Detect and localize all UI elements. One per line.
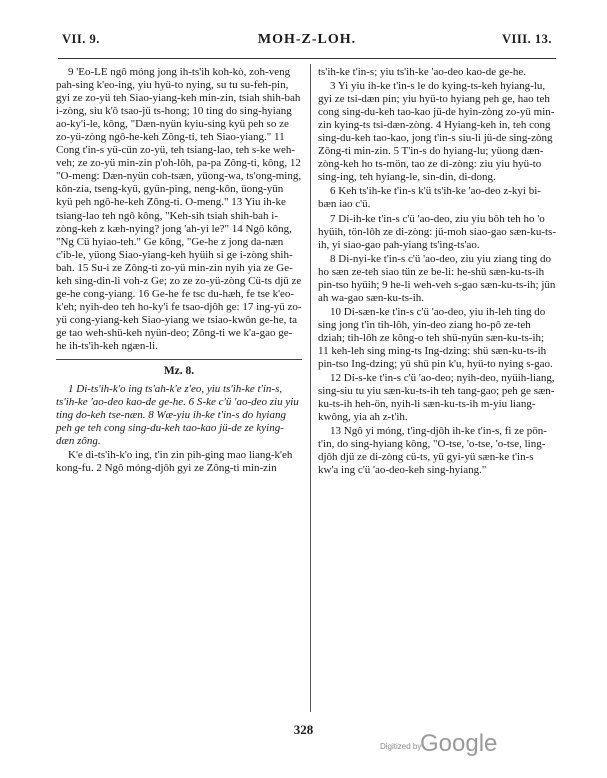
verse-paragraph: 12 Di-s-ke t'in-s c'ü 'ao-deo; nyih-deo, nyüih-liang, sing-siu tu yiu sæn-ku-ts-ih teh tang-gao; peh ge sæn-ku-ts-ih heh-ön, nyih-li sæn-ku-ts-ih m-yiu liang-kwông, yia ah z-t'ih. bbox=[318, 372, 555, 424]
column-divider bbox=[310, 64, 311, 712]
header-right-reference: VIII. 13. bbox=[502, 32, 552, 46]
page-header bbox=[62, 32, 552, 50]
chapter-summary: 1 Di-ts'ih-k'o ing ts'ah-k'e z'eo, yiu ts'ih-ke t'in-s, ts'ih-ke 'ao-deo kao-de ge-he. 6 S-ke c'ü 'ao-deo ziu yiu ting do-keh tse-næn. 8 Wæ-yiu ih-ke t'in-s do hyiang peh ge teh cong sing-du-keh tao-kao jü-de ze kying-dæn zông. bbox=[56, 383, 299, 448]
verse-paragraph: 3 Yi yiu ih-ke t'in-s le do kying-ts-keh hyiang-lu, gyi ze tsi-dæn pin; yiu hyü-to hyiang peh ge, hao teh cong sing-du-keh tao-kao jü-de hyin-zòng zo-yü min-zin kying-ts tsi-dæn-zòng. 4 Hyiang-keh in, teh cong sing-du-keh tao-kao, jong t'in-s siu-li jü-de sing-zòng Zông-ti min-zin. 5 T'in-s do hyiang-lu; yüong dæn-zòng-keh ho ts-mön, tao ze di-zòng: ziu yiu hyü-to sing-ing, teh hyiang-le, sin-din, di-dong. bbox=[318, 80, 555, 184]
google-watermark bbox=[380, 730, 520, 760]
digitized-label: Digitized by bbox=[380, 742, 422, 751]
chapter-heading: Mz. 8. bbox=[56, 359, 302, 378]
google-logo: Google bbox=[420, 730, 498, 757]
verse-paragraph: 9 'Eo-LE ngô móng jong ih-ts'ih koh-kò, zoh-veng pah-sing k'eo-ing, yiu hyü-to nying, su tu su-feh-pin, gyi ze zo-yü teh Siao-yiang-keh min-zin, tsiah shih-bah i-zòng, siu k'ô tsao-jü ts-hong; 10 ting do sing-hyiang ao-ky'i-le, kông, "Dæn-nyün kyiu-sing kyü peh so ze zo-yü-zòng ngô-he-keh Zông-ti, teh Siao-yiang." 11 Cong t'in-s yü-cün zo-yü, teh tsiang-lao, teh s-ke weh-veh; ze zo-yü min-zin p'oh-lôh, pa-pa Zông-ti, kông, 12 "O-meng: Dæn-nyün coh-tsæn, yüong-wa, ts'ong-ming, kôn-zia, tseng-kyü, gyün-ping, neng-kôn, üong-yün kyü peh ngô-he-keh Zông-ti. O-meng." 13 Yiu ih-ke tsiang-lao teh ngô kông, "Keh-sih tsiah shih-bah i-zòng-keh z kæh-nying? jong 'ah-yi le?" 14 Ngô kông, "Ng Cü hyiao-teh." Ge kông, "Ge-he z jong da-næn c'ib-le, yüong Siao-yiang-keh hyüih si ge i-zòng shih-bah. 15 Su-i ze Zông-ti zo-yü min-zin nyih yia ze Ge-keh sing-din-li voh-z Ge; zo ze zo-yü-zòng Cü-ts djü ze ge-he cong-yiang. 16 Ge-he fe tsc du-hæh, fe tse k'eo-k'eh; nyih-deo teh ho-ky'i fe tsao-djôh ge: 17 ing-yü zo-yü cong-yiang-keh Siao-yiang we tsiao-kwôn ge-he, ta ge tao weh-shü-keh nyün-deo; Zông-ti we k'a-gao ge-he ih-ts'ih-keh ngæn-li. bbox=[56, 66, 302, 352]
verse-paragraph: 10 Di-sæn-ke t'in-s c'ü 'ao-deo, yiu ih-leh ting do sing jong t'in tih-lôh, yin-deo ziang ho-pô ze-teh dziah; tih-lôh ze kông-o teh shü-nyün sæn-ku-ts-ih; 11 keh-leh sing ming-ts Ing-dzing: shü sæn-ku-ts-ih pin-tso Ing-dzing; yü shü pin k'u, hyü-to nying s-gao. bbox=[318, 305, 553, 371]
right-column bbox=[318, 66, 556, 478]
verse-paragraph: 7 Di-ih-ke t'in-s c'ü 'ao-deo, ziu yiu bôh teh ho 'o hyüih, tön-lôh ze di-zòng: jü-moh siao-gao sæn-ku-ts-ih, yi siao-gao pah-yiang ts'ing-ts'ao. bbox=[318, 212, 556, 251]
verse-paragraph: K'e di-ts'ih-k'o ing, t'in zin pih-ging mao liang-k'eh kong-fu. 2 Ngô móng-djôh gyi ze Zông-ti min-zin bbox=[56, 449, 293, 475]
header-book-title: MOH-Z-LOH. bbox=[257, 32, 357, 47]
left-column bbox=[56, 66, 302, 476]
header-left-reference: VII. 9. bbox=[62, 32, 100, 46]
verse-paragraph: 8 Di-nyi-ke t'in-s c'ü 'ao-deo, ziu yiu ziang ting do ho sæn ze-teh siao tün ze be-li: he-shü sæn-ku-ts-ih pin-tso hyüih; 9 he-li weh-veh s-gao sæn-ku-ts-ih; jün ah wa-gao sæn-ku-ts-ih. bbox=[318, 252, 556, 304]
page-number: 328 bbox=[293, 722, 314, 737]
verse-paragraph: 13 Ngô yi móng, t'ing-djôh ih-ke t'in-s, fi ze pön-t'in, do sing-hyiang kông, "O-tse, 'o-tse, 'o-tse, ling-djôh djü ze di-zòng cü-ts, yü gyi-yü sæn-ke t'in-s kw'a ing c'ü 'ao-deo-keh sing-hyiang." bbox=[318, 425, 547, 477]
verse-paragraph: 6 Keh ts'ih-ke t'in-s k'ü ts'ih-ke 'ao-deo z-kyi bi-bæn iao c'ü. bbox=[318, 185, 541, 211]
verse-paragraph: ts'ih-ke t'in-s; yiu ts'ih-ke 'ao-deo kao-de ge-he. bbox=[318, 66, 527, 78]
header-rule bbox=[58, 58, 556, 59]
